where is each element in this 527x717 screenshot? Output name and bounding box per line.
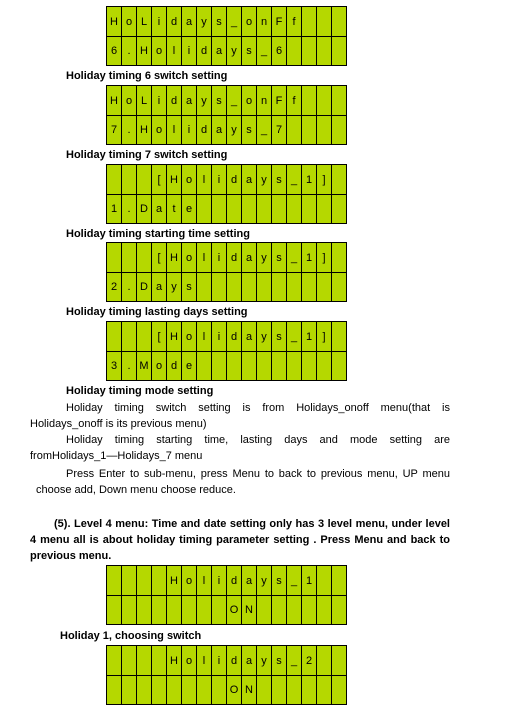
lcd-char-cell: l: [197, 646, 211, 675]
lcd-char-cell: f: [287, 86, 301, 115]
lcd-char-cell: [182, 596, 196, 624]
lcd-char-cell: [302, 596, 316, 624]
lcd-char-cell: o: [182, 243, 196, 272]
lcd-char-cell: [332, 165, 346, 194]
lcd-char-cell: 2: [302, 646, 316, 675]
lcd-char-cell: s: [272, 646, 286, 675]
lcd-char-cell: [137, 566, 151, 595]
lcd-char-cell: 3: [107, 352, 121, 380]
paragraph-line: (5). Level 4 menu: Time and date setting only has 3 level menu, under level: [54, 518, 450, 530]
lcd-char-cell: [197, 352, 211, 380]
lcd-char-cell: [107, 165, 121, 194]
lcd-char-cell: [317, 273, 331, 301]
lcd-char-cell: 1: [107, 195, 121, 223]
lcd-row: [107, 596, 346, 624]
lcd-char-cell: H: [107, 86, 121, 115]
lcd-char-cell: f: [287, 7, 301, 36]
lcd-char-cell: [272, 195, 286, 223]
lcd-char-cell: [122, 646, 136, 675]
lcd-char-cell: i: [212, 322, 226, 351]
lcd-char-cell: [287, 676, 301, 704]
lcd-char-cell: [152, 676, 166, 704]
lcd-char-cell: [302, 676, 316, 704]
lcd-char-cell: a: [152, 195, 166, 223]
lcd-char-cell: ]: [317, 322, 331, 351]
lcd-char-cell: o: [182, 165, 196, 194]
lcd-char-cell: [107, 676, 121, 704]
lcd-char-cell: [287, 195, 301, 223]
lcd-char-cell: .: [122, 37, 136, 65]
lcd-char-cell: [332, 676, 346, 704]
lcd-char-cell: [197, 676, 211, 704]
lcd-char-cell: e: [182, 195, 196, 223]
lcd-char-cell: [152, 646, 166, 675]
lcd-char-cell: i: [152, 86, 166, 115]
lcd-char-cell: _: [287, 243, 301, 272]
paragraph-line: choose add, Down menu choose reduce.: [36, 484, 236, 496]
lcd-char-cell: [332, 86, 346, 115]
lcd-char-cell: [107, 322, 121, 351]
lcd-char-cell: d: [227, 646, 241, 675]
lcd-char-cell: [212, 195, 226, 223]
lcd-row: [107, 7, 346, 36]
lcd-row: [107, 273, 346, 301]
paragraph-start-days-mode: [30, 432, 450, 464]
lcd-char-cell: [302, 273, 316, 301]
lcd-row: [107, 352, 346, 380]
lcd-row: [107, 37, 346, 65]
lcd-row: [107, 86, 346, 115]
lcd-char-cell: _: [287, 566, 301, 595]
lcd-char-cell: a: [212, 37, 226, 65]
lcd-char-cell: [332, 116, 346, 144]
lcd-char-cell: y: [197, 86, 211, 115]
lcd-char-cell: H: [167, 322, 181, 351]
lcd-char-cell: a: [242, 322, 256, 351]
lcd-char-cell: i: [212, 165, 226, 194]
lcd-char-cell: i: [182, 37, 196, 65]
lcd-char-cell: y: [257, 243, 271, 272]
lcd-char-cell: [332, 195, 346, 223]
lcd-char-cell: i: [212, 243, 226, 272]
lcd-char-cell: [332, 566, 346, 595]
lcd-char-cell: [227, 273, 241, 301]
lcd-char-cell: [242, 273, 256, 301]
lcd-char-cell: 6: [107, 37, 121, 65]
lcd-char-cell: i: [182, 116, 196, 144]
lcd-char-cell: [332, 243, 346, 272]
lcd-char-cell: o: [122, 7, 136, 36]
lcd-char-cell: [227, 352, 241, 380]
lcd-char-cell: [167, 596, 181, 624]
lcd-char-cell: y: [257, 566, 271, 595]
lcd-char-cell: [137, 322, 151, 351]
lcd-char-cell: s: [272, 243, 286, 272]
caption-mode-setting: Holiday timing mode setting: [66, 385, 214, 397]
paragraph-line: fromHolidays_1—Holidays_7 menu: [30, 450, 203, 462]
paragraph-line: Holiday timing starting time, lasting days and mode setting are: [66, 434, 450, 446]
lcd-panel-holidays-2-on: [106, 645, 347, 705]
lcd-char-cell: [197, 195, 211, 223]
lcd-char-cell: [317, 37, 331, 65]
lcd-char-cell: [212, 596, 226, 624]
lcd-char-cell: y: [257, 322, 271, 351]
lcd-row: [107, 566, 346, 595]
lcd-char-cell: .: [122, 116, 136, 144]
lcd-char-cell: ]: [317, 165, 331, 194]
lcd-char-cell: [107, 243, 121, 272]
lcd-char-cell: o: [152, 116, 166, 144]
lcd-char-cell: i: [152, 7, 166, 36]
lcd-char-cell: D: [137, 195, 151, 223]
lcd-char-cell: [137, 676, 151, 704]
lcd-char-cell: 6: [272, 37, 286, 65]
lcd-char-cell: [332, 596, 346, 624]
lcd-char-cell: s: [272, 165, 286, 194]
lcd-char-cell: [287, 352, 301, 380]
lcd-char-cell: [257, 596, 271, 624]
lcd-char-cell: d: [227, 243, 241, 272]
lcd-char-cell: L: [137, 86, 151, 115]
lcd-char-cell: [302, 195, 316, 223]
lcd-char-cell: [107, 566, 121, 595]
lcd-char-cell: D: [137, 273, 151, 301]
lcd-char-cell: s: [272, 566, 286, 595]
lcd-char-cell: d: [227, 566, 241, 595]
lcd-char-cell: [257, 352, 271, 380]
lcd-char-cell: [317, 86, 331, 115]
lcd-char-cell: [122, 676, 136, 704]
lcd-char-cell: 1: [302, 243, 316, 272]
lcd-char-cell: .: [122, 273, 136, 301]
lcd-char-cell: o: [182, 322, 196, 351]
lcd-char-cell: [332, 7, 346, 36]
lcd-char-cell: [107, 646, 121, 675]
lcd-char-cell: [: [152, 165, 166, 194]
lcd-char-cell: L: [137, 7, 151, 36]
lcd-char-cell: s: [182, 273, 196, 301]
lcd-char-cell: [317, 352, 331, 380]
lcd-char-cell: [137, 165, 151, 194]
lcd-char-cell: y: [197, 7, 211, 36]
lcd-char-cell: ]: [317, 243, 331, 272]
lcd-panel-holidays-1-mode: [106, 321, 347, 381]
lcd-char-cell: [197, 273, 211, 301]
lcd-char-cell: _: [287, 165, 301, 194]
lcd-row: [107, 195, 346, 223]
lcd-char-cell: [332, 273, 346, 301]
lcd-char-cell: H: [107, 7, 121, 36]
paragraph-switch-setting: [30, 400, 450, 432]
lcd-char-cell: N: [242, 676, 256, 704]
lcd-char-cell: [302, 116, 316, 144]
lcd-char-cell: [167, 676, 181, 704]
lcd-char-cell: d: [167, 86, 181, 115]
lcd-char-cell: [287, 273, 301, 301]
lcd-char-cell: a: [152, 273, 166, 301]
lcd-char-cell: o: [242, 7, 256, 36]
lcd-char-cell: H: [167, 566, 181, 595]
paragraph-line: Holiday timing switch setting is from Holidays_onoff menu(that is: [66, 402, 450, 414]
lcd-char-cell: O: [227, 676, 241, 704]
lcd-char-cell: [122, 596, 136, 624]
lcd-char-cell: _: [287, 646, 301, 675]
lcd-char-cell: _: [257, 37, 271, 65]
lcd-char-cell: [: [152, 322, 166, 351]
lcd-char-cell: [272, 273, 286, 301]
lcd-char-cell: s: [242, 37, 256, 65]
caption-lasting-days: Holiday timing lasting days setting: [66, 306, 248, 318]
lcd-char-cell: d: [227, 322, 241, 351]
lcd-char-cell: [137, 243, 151, 272]
lcd-row: [107, 322, 346, 351]
lcd-char-cell: y: [257, 165, 271, 194]
lcd-char-cell: l: [167, 116, 181, 144]
lcd-char-cell: [317, 676, 331, 704]
lcd-char-cell: M: [137, 352, 151, 380]
lcd-char-cell: s: [242, 116, 256, 144]
lcd-char-cell: _: [287, 322, 301, 351]
lcd-char-cell: d: [197, 37, 211, 65]
lcd-char-cell: t: [167, 195, 181, 223]
lcd-char-cell: [332, 352, 346, 380]
lcd-char-cell: a: [182, 86, 196, 115]
lcd-char-cell: [302, 7, 316, 36]
lcd-char-cell: [287, 116, 301, 144]
lcd-char-cell: [317, 596, 331, 624]
lcd-char-cell: _: [227, 86, 241, 115]
lcd-char-cell: [242, 195, 256, 223]
lcd-char-cell: [212, 676, 226, 704]
lcd-char-cell: o: [182, 646, 196, 675]
lcd-char-cell: 2: [107, 273, 121, 301]
lcd-char-cell: O: [227, 596, 241, 624]
lcd-char-cell: [332, 322, 346, 351]
lcd-char-cell: o: [152, 352, 166, 380]
lcd-char-cell: [242, 352, 256, 380]
lcd-char-cell: y: [227, 37, 241, 65]
lcd-char-cell: N: [242, 596, 256, 624]
lcd-row: [107, 243, 346, 272]
lcd-char-cell: y: [227, 116, 241, 144]
lcd-panel-holidays-1-days: [106, 242, 347, 302]
caption-starting-time: Holiday timing starting time setting: [66, 228, 250, 240]
lcd-row: [107, 165, 346, 194]
lcd-char-cell: a: [212, 116, 226, 144]
lcd-char-cell: [152, 596, 166, 624]
lcd-char-cell: s: [212, 86, 226, 115]
caption-holiday-7-switch: Holiday timing 7 switch setting: [66, 149, 228, 161]
lcd-char-cell: H: [137, 37, 151, 65]
lcd-char-cell: _: [257, 116, 271, 144]
lcd-char-cell: _: [227, 7, 241, 36]
lcd-char-cell: l: [197, 322, 211, 351]
lcd-char-cell: y: [167, 273, 181, 301]
lcd-char-cell: [272, 352, 286, 380]
lcd-char-cell: H: [167, 646, 181, 675]
lcd-char-cell: o: [152, 37, 166, 65]
lcd-char-cell: .: [122, 195, 136, 223]
caption-holiday-1-choosing-switch: Holiday 1, choosing switch: [60, 630, 202, 642]
lcd-char-cell: [227, 195, 241, 223]
lcd-char-cell: [122, 322, 136, 351]
lcd-char-cell: [: [152, 243, 166, 272]
caption-holiday-6-switch: Holiday timing 6 switch setting: [66, 70, 228, 82]
lcd-char-cell: d: [197, 116, 211, 144]
lcd-char-cell: [302, 86, 316, 115]
lcd-char-cell: H: [167, 165, 181, 194]
paragraph-line: 4 menu all is about holiday timing parameter setting . Press Menu and back to: [30, 534, 450, 546]
lcd-char-cell: n: [257, 7, 271, 36]
lcd-char-cell: [257, 195, 271, 223]
lcd-char-cell: y: [257, 646, 271, 675]
lcd-char-cell: [152, 566, 166, 595]
lcd-char-cell: [287, 596, 301, 624]
lcd-char-cell: a: [242, 566, 256, 595]
lcd-char-cell: d: [167, 352, 181, 380]
lcd-char-cell: H: [137, 116, 151, 144]
lcd-char-cell: F: [272, 86, 286, 115]
lcd-char-cell: .: [122, 352, 136, 380]
lcd-char-cell: [122, 243, 136, 272]
lcd-char-cell: [287, 37, 301, 65]
lcd-char-cell: 1: [302, 566, 316, 595]
lcd-char-cell: s: [272, 322, 286, 351]
lcd-char-cell: l: [167, 37, 181, 65]
lcd-char-cell: i: [212, 566, 226, 595]
lcd-char-cell: [257, 676, 271, 704]
lcd-row: [107, 646, 346, 675]
lcd-char-cell: [302, 37, 316, 65]
lcd-char-cell: [317, 646, 331, 675]
lcd-char-cell: s: [212, 7, 226, 36]
lcd-char-cell: [122, 566, 136, 595]
lcd-panel-holidays-onoff-7: [106, 85, 347, 145]
lcd-char-cell: a: [182, 7, 196, 36]
lcd-char-cell: o: [242, 86, 256, 115]
lcd-char-cell: i: [212, 646, 226, 675]
lcd-char-cell: o: [182, 566, 196, 595]
lcd-char-cell: [137, 596, 151, 624]
lcd-panel-holidays-1-date: [106, 164, 347, 224]
lcd-char-cell: l: [197, 165, 211, 194]
lcd-char-cell: d: [167, 7, 181, 36]
lcd-panel-holidays-onoff-6: [106, 6, 347, 66]
lcd-char-cell: [122, 165, 136, 194]
lcd-row: [107, 676, 346, 704]
lcd-char-cell: a: [242, 243, 256, 272]
lcd-char-cell: 7: [272, 116, 286, 144]
lcd-char-cell: [302, 352, 316, 380]
lcd-char-cell: [272, 676, 286, 704]
lcd-char-cell: a: [242, 165, 256, 194]
lcd-char-cell: o: [122, 86, 136, 115]
lcd-char-cell: [317, 195, 331, 223]
lcd-char-cell: [182, 676, 196, 704]
lcd-char-cell: 7: [107, 116, 121, 144]
lcd-char-cell: [137, 646, 151, 675]
lcd-char-cell: [272, 596, 286, 624]
lcd-char-cell: n: [257, 86, 271, 115]
lcd-char-cell: a: [242, 646, 256, 675]
lcd-row: [107, 116, 346, 144]
lcd-panel-holidays-1-on: [106, 565, 347, 625]
paragraph-line: previous menu.: [30, 550, 112, 562]
paragraph-level4-menu: [30, 516, 450, 564]
lcd-char-cell: [332, 37, 346, 65]
lcd-char-cell: [107, 596, 121, 624]
lcd-char-cell: l: [197, 243, 211, 272]
lcd-char-cell: 1: [302, 165, 316, 194]
lcd-char-cell: [212, 273, 226, 301]
paragraph-navigation: [30, 466, 450, 498]
lcd-char-cell: [332, 646, 346, 675]
lcd-char-cell: e: [182, 352, 196, 380]
lcd-char-cell: [257, 273, 271, 301]
paragraph-line: Press Enter to sub-menu, press Menu to back to previous menu, UP menu: [66, 468, 450, 480]
lcd-char-cell: F: [272, 7, 286, 36]
paragraph-line: Holidays_onoff is its previous menu): [30, 418, 207, 430]
lcd-char-cell: [212, 352, 226, 380]
lcd-char-cell: 1: [302, 322, 316, 351]
lcd-char-cell: l: [197, 566, 211, 595]
lcd-char-cell: H: [167, 243, 181, 272]
lcd-char-cell: [317, 566, 331, 595]
lcd-char-cell: [317, 7, 331, 36]
lcd-char-cell: [317, 116, 331, 144]
lcd-char-cell: d: [227, 165, 241, 194]
lcd-char-cell: [197, 596, 211, 624]
